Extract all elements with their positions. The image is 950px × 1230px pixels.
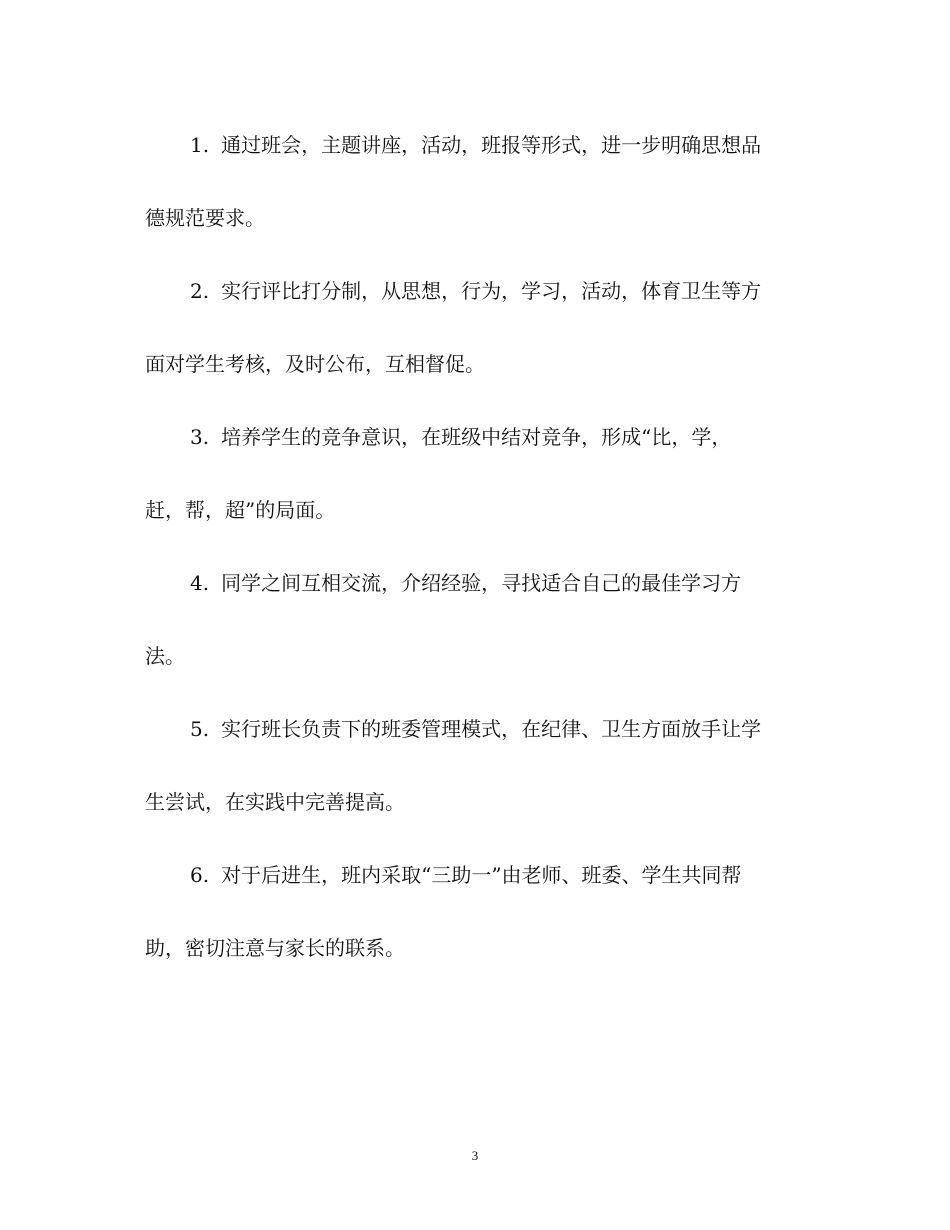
list-item-continuation: 赶，帮，超”的局面。 [145,498,336,522]
list-item-text: 通过班会，主题讲座，活动，班报等形式，进一步明确思想品 [221,133,762,157]
list-item-first-line [145,410,825,465]
list-item-1 [145,118,825,246]
list-item-continuation: 助，密切注意与家长的联系。 [145,936,405,960]
list-item-number: 6. [190,863,210,887]
list-item-text: 对于后进生，班内采取“三助一”由老师、班委、学生共同帮 [221,863,742,887]
list-item-first-line [145,848,825,903]
list-item-continuation: 面对学生考核，及时公布，互相督促。 [145,352,485,376]
list-item-5 [145,702,825,830]
list-item-first-line [145,702,825,757]
list-item-text: 培养学生的竞争意识，在班级中结对竞争，形成“比，学， [221,425,732,449]
list-item-continuation: 生尝试，在实践中完善提高。 [145,790,405,814]
page-number: 3 [471,1148,479,1163]
list-item-3 [145,410,825,538]
list-item-number: 2. [190,279,210,303]
list-item-number: 1. [190,133,210,157]
list-item-2 [145,264,825,392]
list-item-text: 实行班长负责下的班委管理模式，在纪律、卫生方面放手让学 [221,717,762,741]
list-item-continuation: 法。 [145,644,185,668]
list-item-number: 3. [190,425,210,449]
list-item-continuation: 德规范要求。 [145,206,265,230]
list-item-text: 同学之间互相交流，介绍经验，寻找适合自己的最佳学习方 [221,571,742,595]
list-item-first-line [145,556,825,611]
list-item-6 [145,848,825,976]
list-item-first-line [145,264,825,319]
list-item-text: 实行评比打分制，从思想，行为，学习，活动，体育卫生等方 [221,279,762,303]
list-item-number: 4. [190,571,210,595]
list-item-number: 5. [190,717,210,741]
numbered-list [145,118,825,994]
list-item-first-line [145,118,825,173]
list-item-4 [145,556,825,684]
